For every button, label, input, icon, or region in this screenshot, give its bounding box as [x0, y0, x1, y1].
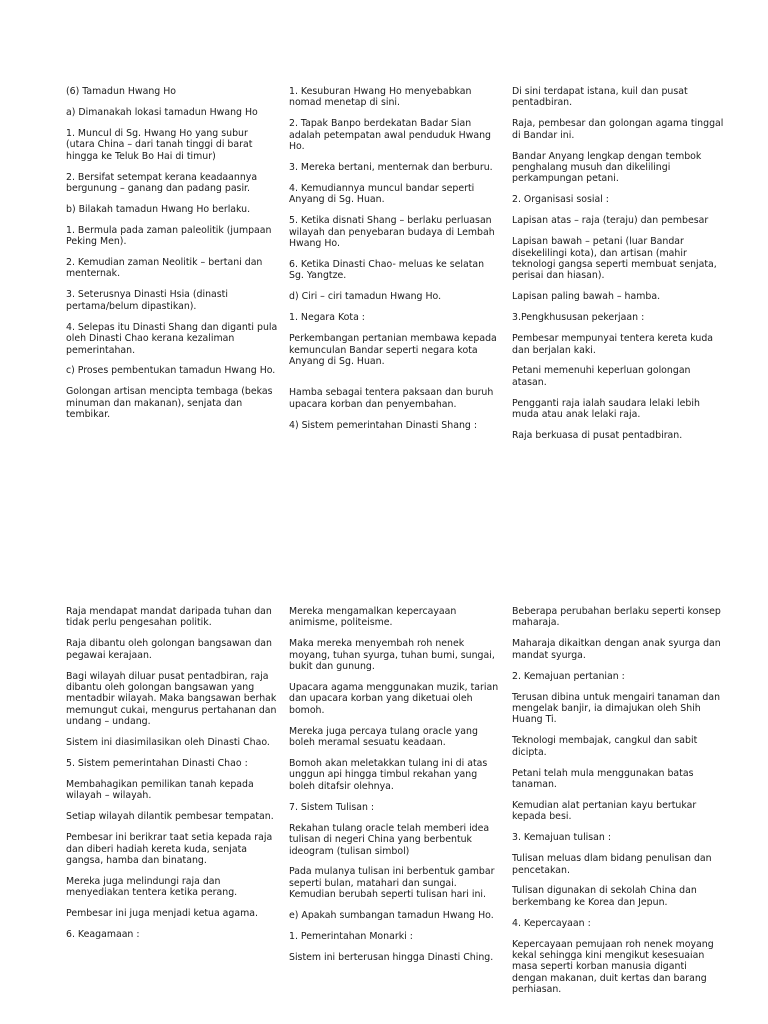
paragraph: 2. Tapak Banpo berdekatan Badar Sian adalah petempatan awal penduduk Hwang Ho.: [289, 118, 491, 153]
paragraph: Lapisan bawah – petani (luar Bandar disekelilingi kota), dan artisan (mahir teknologi gangsa seperti membuat senjata, perisai dan hiasan).: [512, 236, 717, 282]
paragraph: 1. Muncul di Sg. Hwang Ho yang subur (utara China – dari tanah tinggi di barat hingga ke Teluk Bo Hai di timur): [66, 127, 253, 162]
paragraph: Mereka juga percaya tulang oracle yang boleh meramal sesuatu keadaan.: [289, 725, 478, 749]
paragraph: Hamba sebagai tentera paksaan dan buruh upacara korban dan penyembahan.: [289, 387, 494, 410]
paragraph: 4. Selepas itu Dinasti Shang dan diganti pula oleh Dinasti Chao kerana kezaliman pemerintahan.: [66, 321, 278, 356]
paragraph: Raja berkuasa di pusat pentadbiran.: [512, 430, 683, 442]
paragraph: Beberapa perubahan berlaku seperti konsep maharaja.: [512, 606, 721, 629]
paragraph: 3. Mereka bertani, menternak dan berburu.: [289, 162, 493, 174]
paragraph: Pembesar ini juga menjadi ketua agama.: [66, 908, 258, 920]
subheading: 2. Organisasi sosial :: [512, 194, 609, 206]
paragraph: Perkembangan pertanian membawa kepada kemunculan Bandar seperti negara kota Anyang di Sg. Huan.: [289, 333, 497, 367]
paragraph: Mereka mengamalkan kepercayaan animisme, politeisme.: [289, 606, 457, 629]
paragraph: Mereka juga melindungi raja dan menyediakan tentera ketika perang.: [66, 875, 238, 899]
paragraph: Pembesar mempunyai tentera kereta kuda dan berjalan kaki.: [512, 333, 714, 356]
column-1: [66, 86, 278, 430]
column-5: [289, 606, 501, 973]
paragraph: Golongan artisan mencipta tembaga (bekas minuman dan makanan), senjata dan tembikar.: [66, 386, 273, 421]
paragraph: 3. Seterusnya Dinasti Hsia (dinasti pertama/belum dipastikan).: [66, 289, 228, 312]
subheading: 3.Pengkhususan pekerjaan :: [512, 312, 645, 324]
paragraph: Rekahan tulang oracle telah memberi idea tulisan di negeri China yang berbentuk ideogram (tulisan simbol): [289, 822, 490, 857]
paragraph: 1. Bermula pada zaman paleolitik (jumpaan Peking Men).: [66, 224, 272, 248]
paragraph: Teknologi membajak, cangkul dan sabit dicipta.: [512, 735, 698, 758]
paragraph: Membahagikan pemilikan tanah kepada wilayah – wilayah.: [66, 778, 254, 802]
subheading: 1. Negara Kota :: [289, 312, 365, 324]
column-6: [512, 606, 724, 1005]
paragraph: 2. Bersifat setempat kerana keadaannya bergunung – ganang dan padang pasir.: [66, 171, 258, 194]
paragraph: Setiap wilayah dilantik pembesar tempatan.: [66, 811, 274, 823]
paragraph: Tulisan digunakan di sekolah China dan berkembang ke Korea dan Jepun.: [512, 885, 697, 908]
paragraph: Kemudian alat pertanian kayu bertukar kepada besi.: [512, 799, 697, 823]
paragraph: Petani telah mula menggunakan batas tanaman.: [512, 767, 694, 790]
section-heading: (6) Tamadun Hwang Ho: [66, 86, 176, 97]
paragraph: 5. Ketika disnati Shang – berlaku perluasan wilayah dan penyebaran budaya di Lembah Hwang Ho.: [289, 215, 495, 250]
subheading: 1. Pemerintahan Monarki :: [289, 931, 413, 943]
question-heading: d) Ciri – ciri tamadun Hwang Ho.: [289, 291, 442, 303]
paragraph: Terusan dibina untuk mengairi tanaman dan mengelak banjir, ia dimajukan oleh Shih Huang Ti.: [512, 691, 721, 726]
column-4: [66, 606, 278, 950]
paragraph: Kepercayaan pemujaan roh nenek moyang kekal sehingga kini mengikut kesesuaian masa seperti korban manusia diganti dengan makanan, duit kertas dan barang perhiasan.: [512, 938, 714, 996]
paragraph: Lapisan paling bawah – hamba.: [512, 291, 661, 303]
paragraph: Pembesar ini berikrar taat setia kepada raja dan diberi hadiah kereta kuda, senjata gangsa, hamba dan binatang.: [66, 832, 273, 866]
paragraph: Sistem ini berterusan hingga Dinasti Ching.: [289, 951, 494, 963]
paragraph: Tulisan meluas dlam bidang penulisan dan pencetakan.: [512, 853, 712, 876]
subheading: 6. Keagamaan :: [66, 929, 140, 941]
subheading: 4) Sistem pemerintahan Dinasti Shang :: [289, 419, 477, 431]
paragraph: Bagi wilayah diluar pusat pentadbiran, raja dibantu oleh golongan bangsawan yang mentadbir wilayah. Maka bangsawan berhak memungut cukai, mengurus pertahanan dan undang – undang.: [66, 670, 277, 728]
question-heading: a) Dimanakah lokasi tamadun Hwang Ho: [66, 106, 258, 118]
column-2: [289, 86, 501, 441]
question-heading: b) Bilakah tamadun Hwang Ho berlaku.: [66, 203, 251, 215]
paragraph: Raja dibantu oleh golongan bangsawan dan pegawai kerajaan.: [66, 638, 272, 661]
subheading: 4. Kepercayaan :: [512, 917, 591, 929]
paragraph: Bandar Anyang lengkap dengan tembok penghalang musuh dan dikelilingi perkampungan petani.: [512, 150, 702, 185]
paragraph: Maka mereka menyembah roh nenek moyang, tuhan syurga, tuhan bumi, sungai, bukit dan gunung.: [289, 638, 495, 673]
subheading: 7. Sistem Tulisan :: [289, 801, 375, 813]
paragraph: Lapisan atas – raja (teraju) dan pembesar: [512, 215, 709, 227]
paragraph: Pada mulanya tulisan ini berbentuk gambar seperti bulan, matahari dan sungai. Kemudian berubah seperti tulisan hari ini.: [289, 866, 495, 901]
paragraph: Petani memenuhi keperluan golongan atasan.: [512, 365, 691, 388]
paragraph: 6. Ketika Dinasti Chao- meluas ke selatan Sg. Yangtze.: [289, 258, 485, 282]
paragraph: 4. Kemudiannya muncul bandar seperti Anyang di Sg. Huan.: [289, 182, 475, 206]
paragraph: Raja, pembesar dan golongan agama tinggal di Bandar ini.: [512, 118, 724, 141]
paragraph: Sistem ini diasimilasikan oleh Dinasti Chao.: [66, 737, 270, 749]
paragraph: Upacara agama menggunakan muzik, tarian dan upacara korban yang diketuai oleh bomoh.: [289, 682, 499, 716]
question-heading: c) Proses pembentukan tamadun Hwang Ho.: [66, 365, 276, 377]
paragraph: Maharaja dikaitkan dengan anak syurga dan mandat syurga.: [512, 638, 721, 661]
subheading: 3. Kemajuan tulisan :: [512, 832, 611, 844]
column-3: [512, 86, 724, 451]
paragraph: 2. Kemudian zaman Neolitik – bertani dan menternak.: [66, 257, 263, 280]
subheading: 2. Kemajuan pertanian :: [512, 670, 625, 682]
paragraph: Pengganti raja ialah saudara lelaki lebih muda atau anak lelaki raja.: [512, 397, 700, 421]
paragraph: Bomoh akan meletakkan tulang ini di atas unggun api hingga timbul rekahan yang boleh ditafsir olehnya.: [289, 758, 488, 792]
paragraph: 1. Kesuburan Hwang Ho menyebabkan nomad menetap di sini.: [289, 86, 472, 109]
paragraph: Raja mendapat mandat daripada tuhan dan tidak perlu pengesahan politik.: [66, 606, 272, 629]
question-heading: e) Apakah sumbangan tamadun Hwang Ho.: [289, 910, 494, 922]
paragraph: Di sini terdapat istana, kuil dan pusat pentadbiran.: [512, 86, 688, 109]
subheading: 5. Sistem pemerintahan Dinasti Chao :: [66, 758, 248, 770]
